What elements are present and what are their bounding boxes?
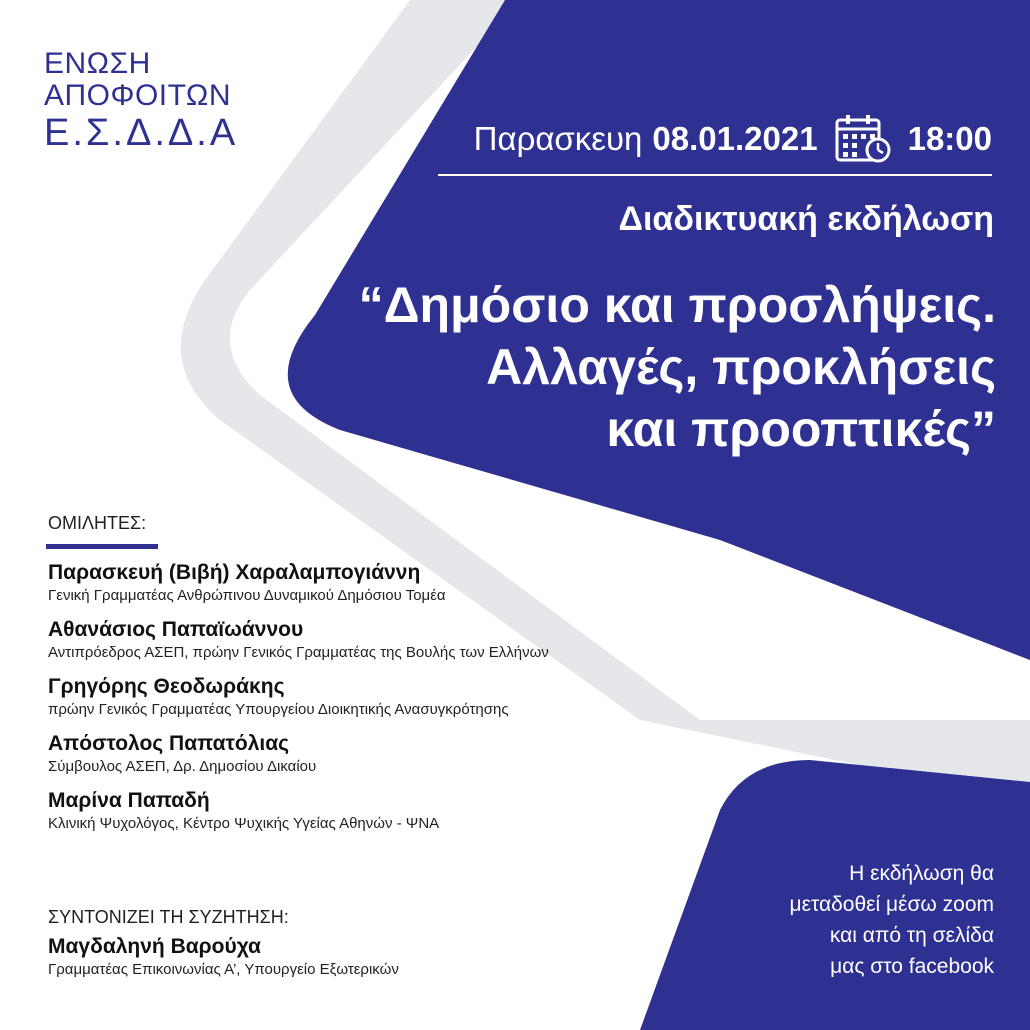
logo-line-2: ΑΠΟΦΟΙΤΩΝ <box>44 79 231 112</box>
moderator-item <box>48 934 648 980</box>
speaker-item <box>48 731 728 777</box>
title-line: και προοπτικές” <box>606 401 996 457</box>
speaker-item <box>48 560 728 606</box>
speakers-list <box>48 560 728 845</box>
event-day: Παρασκευη <box>473 120 643 157</box>
speakers-heading: ΟΜΙΛΗΤΕΣ: <box>48 513 147 533</box>
logo-line-3: Ε.Σ.Δ.Δ.Α <box>44 112 239 154</box>
logo-line-1: ΕΝΩΣΗ <box>44 47 151 80</box>
moderator-name: Μαγδαληνή Βαρούχα <box>48 935 261 958</box>
speaker-role: Γενική Γραμματέας Ανθρώπινου Δυναμικού Δημόσιου Τομέα <box>48 587 446 604</box>
speaker-item <box>48 674 728 720</box>
note-line: μεταδοθεί μέσω zoom <box>789 893 994 916</box>
event-subtitle: Διαδικτυακή εκδήλωση <box>618 200 994 238</box>
association-logo <box>44 48 238 154</box>
calendar-clock-icon <box>834 114 892 164</box>
moderator-heading: ΣΥΝΤΟΝΙΖΕΙ ΤΗ ΣΥΖΗΤΗΣΗ: <box>48 907 289 927</box>
speaker-item <box>48 788 728 834</box>
title-line: “Δημόσιο και προσλήψεις. <box>358 277 996 333</box>
speaker-name: Αθανάσιος Παπαϊωάννου <box>48 618 304 641</box>
broadcast-note <box>690 858 994 982</box>
divider-line <box>438 174 992 176</box>
event-date: 08.01.2021 <box>652 120 818 157</box>
speaker-role: Αντιπρόεδρος ΑΣΕΠ, πρώην Γενικός Γραμματέας της Βουλής των Ελλήνων <box>48 644 549 661</box>
note-line: Η εκδήλωση θα <box>849 862 994 885</box>
speaker-name: Παρασκευή (Βιβή) Χαραλαμπογιάννη <box>48 561 421 584</box>
event-time: 18:00 <box>907 120 992 157</box>
moderator-role: Γραμματέας Επικοινωνίας Α’, Υπουργείο Εξωτερικών <box>48 961 399 978</box>
speaker-item <box>48 617 728 663</box>
speakers-heading-underline <box>46 544 158 549</box>
title-line: Αλλαγές, προκλήσεις <box>486 339 996 395</box>
note-line: και από τη σελίδα <box>829 924 994 947</box>
speaker-name: Μαρίνα Παπαδή <box>48 789 210 812</box>
speaker-role: πρώην Γενικός Γραμματέας Υπουργείου Διοικητικής Ανασυγκρότησης <box>48 701 509 718</box>
speaker-role: Σύμβουλος ΑΣΕΠ, Δρ. Δημοσίου Δικαίου <box>48 758 317 775</box>
speaker-role: Κλινική Ψυχολόγος, Κέντρο Ψυχικής Υγείας Αθηνών - ΨΝΑ <box>48 815 440 832</box>
note-line: μας στο facebook <box>830 955 994 978</box>
speaker-name: Γρηγόρης Θεοδωράκης <box>48 675 285 698</box>
event-title <box>250 274 996 460</box>
event-datetime <box>436 112 992 166</box>
speaker-name: Απόστολος Παπατόλιας <box>48 732 290 755</box>
